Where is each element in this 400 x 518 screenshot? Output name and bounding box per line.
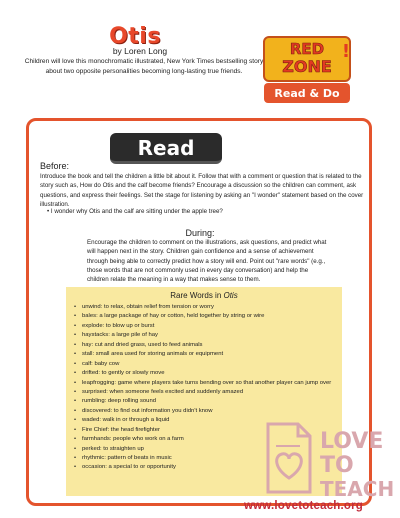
list-item: • unwind: to relax, obtain relief from tension or worry xyxy=(72,303,338,312)
logo-zone-text: ZONE xyxy=(282,57,332,76)
book-title: Otis xyxy=(109,24,161,49)
rare-heading-prefix: Rare Words in xyxy=(170,291,224,300)
list-item: • waded: walk in or through a liquid xyxy=(72,416,338,425)
list-item: • Fire Chief: the head firefighter xyxy=(72,426,338,435)
byline: by Loren Long xyxy=(112,46,168,56)
list-item: • explode: to blow up or burst xyxy=(72,322,338,331)
list-item: • stall: small area used for storing animals or equipment xyxy=(72,350,338,359)
list-item: • calf: baby cow xyxy=(72,360,338,369)
brand-to-text: TO xyxy=(320,453,354,478)
red-zone-logo xyxy=(258,33,356,107)
list-item: • rhythmic: pattern of beats in music xyxy=(72,454,338,463)
document-heart-icon xyxy=(268,424,310,492)
list-item: • surprised: when someone feels excited and suddenly amazed xyxy=(72,388,338,397)
list-item: • perked: to straighten up xyxy=(72,445,338,454)
list-item: • hay: cut and dried grass, used to feed animals xyxy=(72,341,338,350)
during-paragraph: Encourage the children to comment on the illustrations, ask questions, and predict what will happen next in the story. Children gain confidence and a sense of achievement through being able to correctly predict how a story will end. Point out "rare words" (e.g., those words that are not commonly used in every day conversation) and help the children relate the meaning in a way that makes sense to them. xyxy=(87,239,327,284)
list-item: • farmhands: people who work on a farm xyxy=(72,435,338,444)
brand-teach-text: TEACH xyxy=(320,477,395,501)
logo-read-do-text: Read & Do xyxy=(274,87,340,100)
list-item: • discovered: to find out information you didn't know xyxy=(72,407,338,416)
rare-words-heading xyxy=(66,291,342,300)
before-question: • I wonder why Otis and the calf are sitting under the apple tree? xyxy=(47,208,223,215)
read-banner: Read xyxy=(110,133,222,164)
list-item: • leapfrogging: game where players take turns bending over so that another player can jump over xyxy=(72,379,338,388)
list-item: • bales: a large package of hay or cotton, held together by string or wire xyxy=(72,312,338,321)
website-url[interactable]: www.lovetoteach.org xyxy=(244,500,364,512)
before-question-text: I wonder why Otis and the calf are sitting under the apple tree? xyxy=(50,208,223,215)
list-item: • occasion: a special to or opportunity xyxy=(72,463,338,472)
during-heading: During: xyxy=(185,228,215,238)
love-to-teach-logo xyxy=(262,420,400,512)
before-heading: Before: xyxy=(40,161,70,171)
logo-red-text: RED xyxy=(289,40,325,58)
list-item: • drifted: to gently or slowly move xyxy=(72,369,338,378)
list-item: • haystacks: a large pile of hay xyxy=(72,331,338,340)
brand-love-text: LOVE xyxy=(320,429,384,454)
list-item: • rumbling: deep rolling sound xyxy=(72,397,338,406)
before-paragraph: Introduce the book and tell the children a little bit about it. Follow that with a comment or question that is related to the story such as, How do Otis and the calf become friends? Encourage a discussion so the children can comment, ask questions, and express their feelings. Set the stage for listening by asking an "I wonder" statement based on the cover illustration. xyxy=(40,173,364,208)
logo-exclaim: ! xyxy=(341,41,351,62)
rare-heading-book: Otis xyxy=(223,291,238,300)
intro-text: Children will love this monochromatic illustrated, New York Times bestselling story about two opposite personalities becoming long-lasting true friends. xyxy=(24,58,264,75)
